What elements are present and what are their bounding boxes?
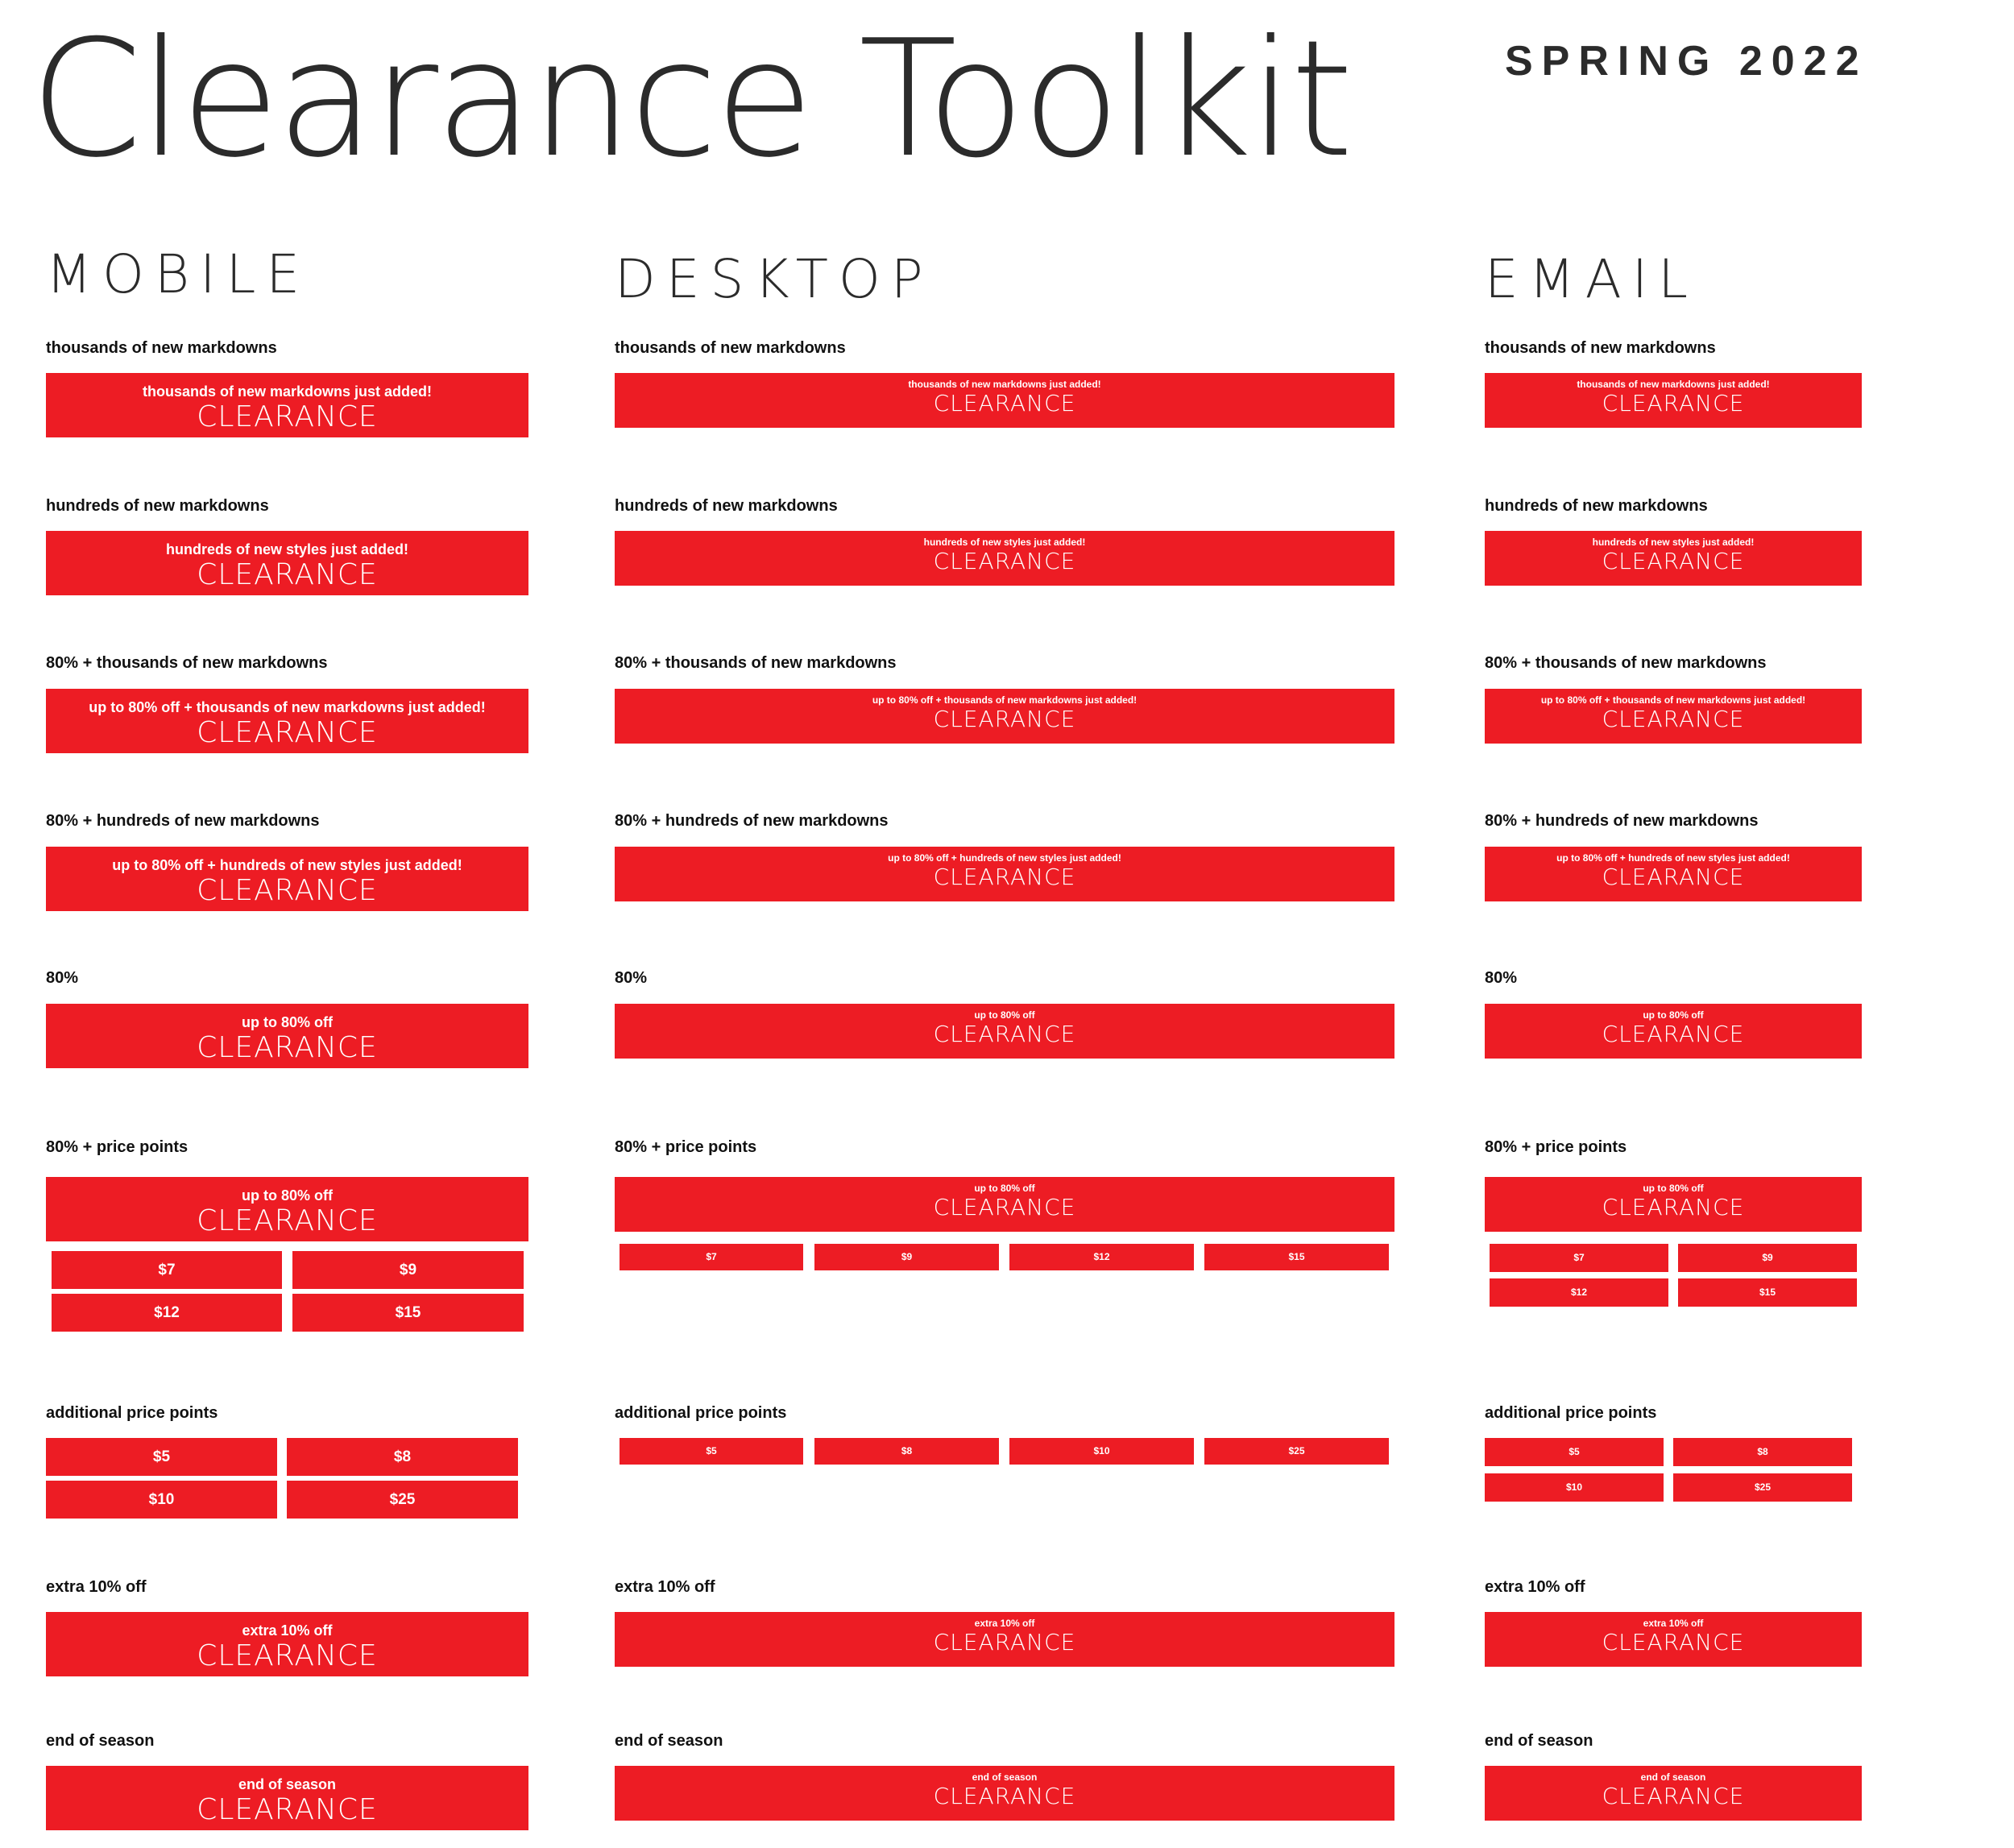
price-point-button-email[interactable]: $25 [1673, 1473, 1852, 1502]
price-point-button-email[interactable]: $8 [1673, 1438, 1852, 1466]
banner-title: CLEARANCE [933, 1629, 1076, 1655]
section-label-email: 80% [1485, 969, 1518, 987]
clearance-banner-mobile[interactable] [46, 1004, 528, 1068]
banner-subtitle: up to 80% off + thousands of new markdowns just added! [1540, 694, 1806, 706]
clearance-banner-mobile[interactable] [46, 373, 528, 437]
season-label: SPRING 2022 [1505, 38, 1868, 85]
banner-title: CLEARANCE [933, 1783, 1076, 1809]
section-label-email: 80% + hundreds of new markdowns [1485, 812, 1759, 830]
banner-title: CLEARANCE [1602, 706, 1745, 732]
price-point-button-email[interactable]: $15 [1678, 1278, 1857, 1307]
banner-title: CLEARANCE [1602, 1194, 1745, 1220]
price-point-button-mobile[interactable]: $5 [46, 1438, 277, 1476]
banner-subtitle: extra 10% off [974, 1618, 1035, 1629]
clearance-banner-desktop[interactable] [615, 373, 1394, 428]
clearance-banner-mobile[interactable] [46, 847, 528, 911]
banner-subtitle: up to 80% off [242, 1014, 333, 1030]
banner-subtitle: up to 80% off [974, 1183, 1035, 1194]
banner-subtitle: end of season [1640, 1771, 1706, 1783]
price-point-button-mobile[interactable]: $12 [52, 1294, 282, 1332]
clearance-banner-email[interactable] [1485, 1612, 1862, 1667]
price-point-button-desktop[interactable]: $9 [814, 1244, 999, 1270]
clearance-banner-mobile[interactable] [46, 531, 528, 595]
clearance-banner-email[interactable] [1485, 1004, 1862, 1059]
banner-subtitle: up to 80% off + hundreds of new styles just added! [1556, 852, 1790, 864]
banner-subtitle: up to 80% off + thousands of new markdowns just added! [89, 699, 486, 715]
banner-title: CLEARANCE [933, 1194, 1076, 1220]
banner-subtitle: up to 80% off + hundreds of new styles just added! [888, 852, 1121, 864]
clearance-banner-email[interactable] [1485, 1766, 1862, 1821]
banner-subtitle: end of season [238, 1776, 337, 1792]
banner-subtitle: up to 80% off [974, 1009, 1035, 1021]
banner-title: CLEARANCE [1602, 548, 1745, 574]
clearance-banner-mobile[interactable] [46, 1177, 528, 1241]
banner-title: CLEARANCE [1602, 1629, 1745, 1655]
banner-subtitle: up to 80% off [1643, 1009, 1704, 1021]
price-point-button-desktop[interactable]: $7 [620, 1244, 803, 1270]
banner-title: CLEARANCE [197, 1031, 378, 1064]
banner-subtitle: up to 80% off + hundreds of new styles just added! [112, 857, 462, 873]
section-label-mobile: additional price points [46, 1404, 218, 1422]
banner-title: CLEARANCE [197, 558, 378, 591]
price-point-button-email[interactable]: $10 [1485, 1473, 1664, 1502]
banner-title: CLEARANCE [197, 1793, 378, 1826]
price-point-button-desktop[interactable]: $5 [620, 1438, 803, 1465]
section-label-mobile: extra 10% off [46, 1578, 147, 1596]
clearance-banner-desktop[interactable] [615, 1004, 1394, 1059]
section-label-email: 80% + thousands of new markdowns [1485, 654, 1767, 672]
banner-subtitle: hundreds of new styles just added! [165, 541, 409, 557]
banner-subtitle: thousands of new markdowns just added! [142, 383, 433, 400]
banner-title: CLEARANCE [933, 548, 1076, 574]
clearance-banner-desktop[interactable] [615, 1177, 1394, 1232]
banner-title: CLEARANCE [1602, 390, 1745, 416]
banner-subtitle: thousands of new markdowns just added! [1577, 379, 1770, 390]
clearance-banner-email[interactable] [1485, 373, 1862, 428]
section-label-email: extra 10% off [1485, 1578, 1585, 1596]
clearance-banner-email[interactable] [1485, 1177, 1862, 1232]
banner-title: CLEARANCE [933, 390, 1076, 416]
section-label-desktop: thousands of new markdowns [615, 339, 846, 357]
section-label-email: hundreds of new markdowns [1485, 497, 1708, 515]
section-label-mobile: 80% + thousands of new markdowns [46, 654, 328, 672]
banner-subtitle: up to 80% off [242, 1187, 333, 1204]
price-point-button-desktop[interactable]: $15 [1204, 1244, 1389, 1270]
section-label-mobile: 80% + hundreds of new markdowns [46, 812, 320, 830]
section-label-mobile: end of season [46, 1732, 155, 1750]
banner-subtitle: extra 10% off [242, 1622, 333, 1639]
clearance-banner-desktop[interactable] [615, 1766, 1394, 1821]
section-label-mobile: 80% + price points [46, 1138, 189, 1156]
section-label-email: 80% + price points [1485, 1138, 1627, 1156]
price-point-button-email[interactable]: $7 [1490, 1244, 1668, 1272]
column-heading-desktop: DESKTOP [615, 248, 934, 310]
banner-subtitle: extra 10% off [1643, 1618, 1704, 1629]
section-label-mobile: 80% [46, 969, 79, 987]
clearance-banner-desktop[interactable] [615, 689, 1394, 744]
banner-title: CLEARANCE [933, 1021, 1076, 1047]
banner-title: CLEARANCE [197, 1204, 378, 1237]
price-point-button-mobile[interactable]: $7 [52, 1251, 282, 1289]
price-point-button-email[interactable]: $12 [1490, 1278, 1668, 1307]
banner-title: CLEARANCE [1602, 1783, 1745, 1809]
banner-title: CLEARANCE [197, 400, 378, 433]
price-point-button-mobile[interactable]: $9 [292, 1251, 524, 1289]
price-point-button-mobile[interactable]: $8 [287, 1438, 518, 1476]
price-point-button-mobile[interactable]: $15 [292, 1294, 524, 1332]
section-label-desktop: extra 10% off [615, 1578, 715, 1596]
clearance-banner-email[interactable] [1485, 531, 1862, 586]
section-label-email: end of season [1485, 1732, 1593, 1750]
clearance-banner-mobile[interactable] [46, 689, 528, 753]
banner-subtitle: up to 80% off + thousands of new markdowns just added! [872, 694, 1138, 706]
price-point-button-mobile[interactable]: $25 [287, 1481, 518, 1519]
banner-title: CLEARANCE [933, 706, 1076, 732]
clearance-banner-desktop[interactable] [615, 847, 1394, 901]
section-label-mobile: thousands of new markdowns [46, 339, 277, 357]
clearance-banner-email[interactable] [1485, 847, 1862, 901]
banner-subtitle: hundreds of new styles just added! [923, 537, 1086, 548]
banner-subtitle: hundreds of new styles just added! [1592, 537, 1755, 548]
section-label-email: additional price points [1485, 1404, 1657, 1422]
section-label-desktop: 80% + price points [615, 1138, 757, 1156]
banner-subtitle: end of season [972, 1771, 1038, 1783]
clearance-banner-email[interactable] [1485, 689, 1862, 744]
section-label-desktop: hundreds of new markdowns [615, 497, 838, 515]
section-label-desktop: additional price points [615, 1404, 787, 1422]
banner-title: CLEARANCE [1602, 864, 1745, 890]
banner-subtitle: thousands of new markdowns just added! [908, 379, 1101, 390]
price-point-button-mobile[interactable]: $10 [46, 1481, 277, 1519]
section-label-desktop: 80% [615, 969, 648, 987]
price-point-button-desktop[interactable]: $10 [1009, 1438, 1194, 1465]
price-point-button-desktop[interactable]: $12 [1009, 1244, 1194, 1270]
banner-title: CLEARANCE [197, 716, 378, 749]
section-label-email: thousands of new markdowns [1485, 339, 1716, 357]
clearance-banner-desktop[interactable] [615, 531, 1394, 586]
banner-title: CLEARANCE [1602, 1021, 1745, 1047]
section-label-mobile: hundreds of new markdowns [46, 497, 269, 515]
column-heading-mobile: MOBILE [46, 243, 311, 305]
section-label-desktop: end of season [615, 1732, 723, 1750]
price-point-button-email[interactable]: $9 [1678, 1244, 1857, 1272]
section-label-desktop: 80% + hundreds of new markdowns [615, 812, 889, 830]
banner-subtitle: up to 80% off [1643, 1183, 1704, 1194]
banner-title: CLEARANCE [197, 1639, 378, 1672]
banner-title: CLEARANCE [933, 864, 1076, 890]
column-heading-email: EMAIL [1485, 248, 1699, 310]
banner-title: CLEARANCE [197, 874, 378, 907]
section-label-desktop: 80% + thousands of new markdowns [615, 654, 897, 672]
clearance-banner-mobile[interactable] [46, 1766, 528, 1830]
price-point-button-email[interactable]: $5 [1485, 1438, 1664, 1466]
price-point-button-desktop[interactable]: $8 [814, 1438, 999, 1465]
page-title: Clearance Toolkit [30, 6, 1351, 193]
clearance-banner-desktop[interactable] [615, 1612, 1394, 1667]
clearance-banner-mobile[interactable] [46, 1612, 528, 1676]
price-point-button-desktop[interactable]: $25 [1204, 1438, 1389, 1465]
